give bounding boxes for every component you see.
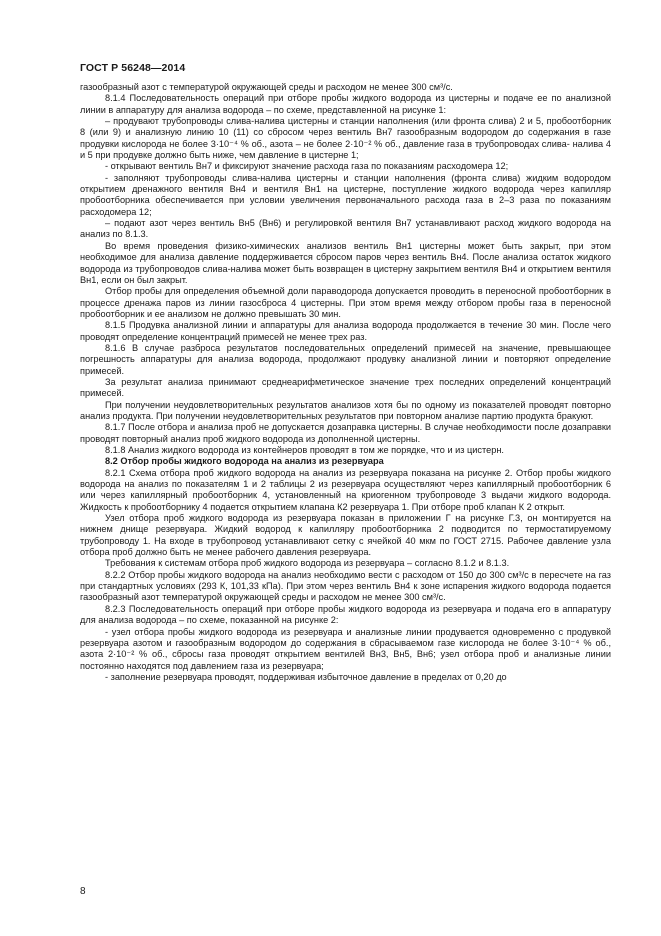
- section-heading: 8.2 Отбор пробы жидкого водорода на анализ из резервуара: [105, 456, 384, 467]
- paragraph: Во время проведения физико-химических анализов вентиль Вн1 цистерны может быть закрыт, при этом необходимое для анализа давление поддерживается сбросом паров через вентиль Вн4. После анализа остаток жидкого водорода из трубопроводов слива-налива может быть возвращен в цистерну закрытием вентиля Вн4 и открытием вентиля Вн1, если он был закрыт.: [80, 240, 611, 285]
- list-item: - заполняют трубопроводы слива-налива цистерны и станции наполнения (фронта слива) жидким водородом открытием дренажного вентиля Вн4 и вентиля Вн1 на цистерне, поступление жидкого водорода через капилляр пробоотборника обеспечивается при условии увеличения первоначального расхода газа в 2–3 раза по показаниям расходомера 12;: [80, 172, 611, 217]
- document-body: [80, 82, 611, 683]
- paragraph: Требования к системам отбора проб жидкого водорода из резервуара – согласно 8.1.2 и 8.1.3.: [105, 558, 510, 569]
- list-item: – подают азот через вентиль Вн5 (Вн6) и регулировкой вентиля Вн7 устанавливают расход жидкого водорода на анализ по 8.1.3.: [80, 218, 611, 240]
- list-item: – продувают трубопроводы слива-налива цистерны и станции наполнения (или фронта слива) 2 и 5, пробоотборник 8 (или 9) и анализную линию 10 (11) со сбросом через вентиль Вн7 газообразным водородом до содержания в газе продувки кислорода не более 3·10⁻⁴ % об., азота – не более 2·10⁻² % об., давление газа в трубопроводах слива- налива 4 и 5 при продувке должно быть ниже, чем давление в цистерне 1;: [80, 116, 611, 161]
- paragraph: Отбор пробы для определения объемной доли параводорода допускается проводить в переносной пробоотборник в процессе дренажа паров из линии газосброса 4 цистерны. При этом время между отбором пробы газа в переносной пробоотборник и ее анализом не должно превышать 30 мин.: [80, 286, 611, 319]
- paragraph: 8.2.2 Отбор пробы жидкого водорода на анализ необходимо вести с расходом от 150 до 300 см³/с в пересчете на газ при стандартных условиях (293 К, 101,33 кПа). При этом через вентиль Вн4 к зоне испарения жидкого водорода подается газообразный азот температурой окружающей среды и расходом не менее 300 см³/с.: [80, 569, 611, 603]
- paragraph: При получении неудовлетворительных результатов анализов хотя бы по одному из показателей проводят повторно анализ продукта. При получении неудовлетворительных результатов при повторном анализе партию продукта бракуют.: [80, 399, 611, 421]
- list-item: - открывают вентиль Вн7 и фиксируют значение расхода газа по показаниям расходомера 12;: [105, 161, 509, 172]
- paragraph: 8.2.3 Последовательность операций при отборе пробы жидкого водорода из резервуара и подача его в аппаратуру для анализа водорода – по схеме, показанной на рисунке 2:: [80, 603, 611, 626]
- paragraph: 8.1.4 Последовательность операций при отборе пробы жидкого водорода из цистерны и подаче ее по анализной линии в аппаратуру для анализа водорода – по схеме, представленной на рисунке 1:: [80, 93, 611, 115]
- paragraph: 8.1.8 Анализ жидкого водорода из контейнеров проводят в том же порядке, что и из цистерн.: [105, 445, 504, 455]
- paragraph: 8.2.1 Схема отбора проб жидкого водорода на анализ из резервуара показана на рисунке 2. Отбор пробы жидкого водорода на анализ по показателям 1 и 2 таблицы 2 из резервуара осуществляют через капиллярный пробоотборник 6 или через капиллярный пробоотборник 4, установленный на криогенном трубопроводе 3 выдачи жидкого водорода. Жидкость к пробоотборнику 4 подается открытием клапана К2 резервуара 1. При отборе проб клапан К 2 открыт.: [80, 467, 611, 512]
- paragraph: 8.1.5 Продувка анализной линии и аппаратуры для анализа водорода продолжается в течение 30 мин. После чего проводят определение концентраций примесей не менее трех раз.: [80, 320, 611, 342]
- page-number: 8: [80, 886, 86, 897]
- list-item: - заполнение резервуара проводят, поддерживая избыточное давление в пределах от 0,20 до: [105, 671, 507, 682]
- document-header: ГОСТ Р 56248—2014: [80, 62, 186, 74]
- paragraph: 8.1.7 После отбора и анализа проб не допускается дозаправка цистерны. В случае необходимости после дозаправки проводят повторный анализ проб жидкого водорода из дополненной цистерны.: [80, 422, 611, 444]
- paragraph: Узел отбора проб жидкого водорода из резервуара показан в приложении Г на рисунке Г.3, он монтируется на нижнем днище резервуара. Жидкий водород к капилляру пробоотборника 2 подводится по термостатируемому трубопроводу 1. На входе в трубопровод устанавливают сетку с ячейкой 40 мкм по ГОСТ 2715. Рабочее давление узла отбора проб должно быть не менее рабочего давления резервуара.: [80, 513, 611, 558]
- paragraph: За результат анализа принимают среднеарифметическое значение трех последних определений концентраций примесей.: [80, 376, 611, 399]
- paragraph: 8.1.6 В случае разброса результатов последовательных определений примесей на значение, превышающее погрешность аппаратуры для анализа водорода, продолжают продувку анализной линии и повторяют определение примесей.: [80, 342, 611, 376]
- list-item: - узел отбора пробы жидкого водорода из резервуара и анализные линии продувается одновременно с продувкой резервуара азотом и газообразным водородом до содержания в сбрасываемом газе кислорода не более 3·10⁻⁴ % об., азота 2·10⁻² % об., сбросы газа проводят открытием вентилей Вн3, Вн5, Вн6; узел отбора проб и анализные линии постоянно находятся под давлением газа из резервуара;: [80, 626, 611, 671]
- paragraph: газообразный азот с температурой окружающей среды и расходом не менее 300 см³/с.: [80, 82, 453, 92]
